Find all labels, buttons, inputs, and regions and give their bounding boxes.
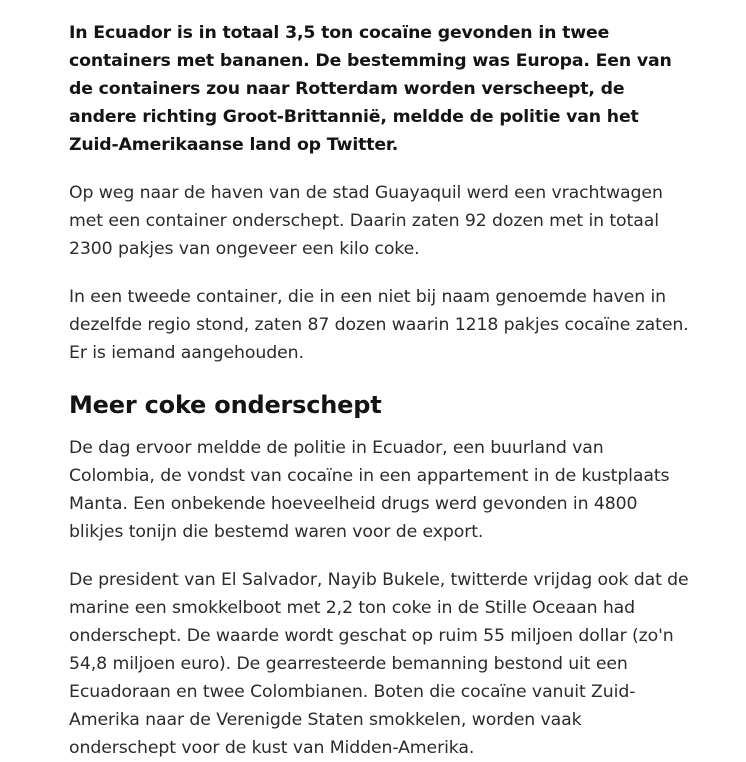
article-paragraph: De dag ervoor meldde de politie in Ecuador, een buurland van Colombia, de vondst van cocaïne in een appartement in de kustplaats Manta. Een onbekende hoeveelheid drugs werd gevonden in 4800 blikjes tonijn die bestemd waren voor de export. — [69, 438, 670, 542]
article-paragraph: Op weg naar de haven van de stad Guayaquil werd een vrachtwagen met een container onderschept. Daarin zaten 92 dozen met in totaal 2300 pakjes van ongeveer een kilo coke. — [69, 183, 663, 259]
article-paragraph: De president van El Salvador, Nayib Bukele, twitterde vrijdag ook dat de marine een smokkelboot met 2,2 ton coke in de Stille Oceaan had onderschept. De waarde wordt geschat op ruim 55 miljoen dollar (zo'n 54,8 miljoen euro). De gearresteerde bemanning bestond uit een Ecuadoraan en twee Colombianen. Boten die cocaïne vanuit Zuid-Amerika naar de Verenigde Staten smokkelen, worden vaak onderschept voor de kust van Midden-Amerika. — [69, 570, 689, 758]
article-lead: In Ecuador is in totaal 3,5 ton cocaïne gevonden in twee containers met bananen. De bestemming was Europa. Een van de containers zou naar Rotterdam worden verscheept, de andere richting Groot-Brittannië, meldde de politie van het Zuid-Amerikaanse land op Twitter. — [69, 23, 672, 155]
article-body — [69, 19, 689, 762]
article-paragraph: In een tweede container, die in een niet bij naam genoemde haven in dezelfde regio stond, zaten 87 dozen waarin 1218 pakjes cocaïne zaten. Er is iemand aangehouden. — [69, 287, 689, 363]
section-heading: Meer coke onderschept — [69, 391, 382, 419]
